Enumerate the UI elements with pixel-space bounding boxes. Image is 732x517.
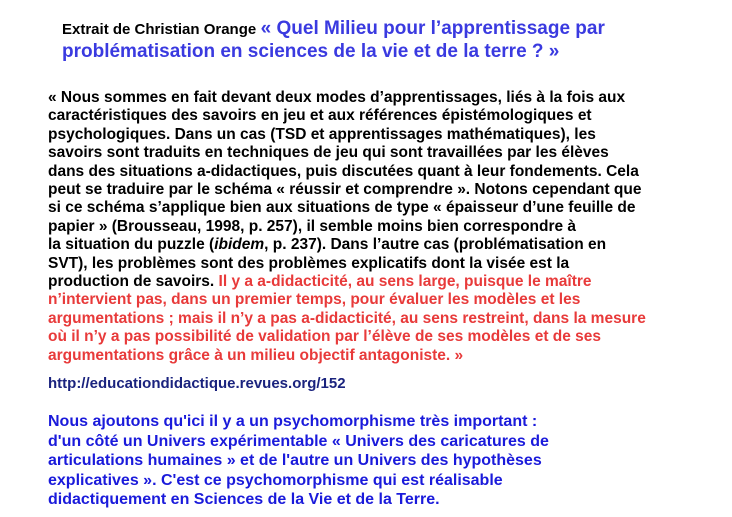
puzzle-suffix: , p. 237). Dans l’autre cas (problématisation en [264,236,607,254]
quote-line: dans des situations a-didactiques, puis discutées quant à leur fondements. Cela [48,162,639,180]
title-line-1: « Quel Milieu pour l’apprentissage par [260,18,605,39]
red-quote-line: n’intervient pas, dans un premier temps, pour évaluer les modèles et les [48,291,581,309]
red-quote-line: argumentations ; mais il n’y a pas a-didacticité, au sens restreint, dans la mesure [48,309,646,327]
conclusion-block [48,412,708,510]
quote-line: si ce schéma s’applique bien aux situations de type « épaisseur d’une feuille de [48,199,636,217]
conclusion-line: explicatives ». C'est ce psychomorphisme qui est réalisable [48,471,503,489]
quote-block [48,89,708,365]
quote-line: peut se traduire par le schéma « réussir et comprendre ». Notons cependant que [48,181,642,199]
conclusion-line: articulations humaines » et de l'autre un Univers des hypothèses [48,452,542,469]
source-url: http://educationdidactique.revues.org/152 [48,375,346,392]
quote-line: savoirs sont traduits en techniques de jeu qui sont travaillées par les élèves [48,144,609,162]
conclusion-line: didactiquement en Sciences de la Vie et de la Terre. [48,491,440,508]
puzzle-prefix: la situation du puzzle ( [48,236,215,254]
production-text: production de savoirs. [48,273,219,291]
quote-line: psychologiques. Dans un cas (TSD et apprentissages mathématiques), les [48,125,596,143]
conclusion-line: Nous ajoutons qu'ici il y a un psychomorphisme très important : [48,413,538,430]
quote-line: caractéristiques des savoirs en jeu et aux références épistémologiques et [48,107,592,125]
quote-line: « Nous sommes en fait devant deux modes d’apprentissages, liés à la fois aux [48,89,626,106]
red-quote-line: argumentations grâce à un milieu objectif antagoniste. » [48,346,464,364]
quote-line: papier » (Brousseau, 1998, p. 257), il semble moins bien correspondre à [48,217,577,235]
red-quote-line: où il n’y a pas possibilité de validation par l’élève de ses modèles et de ses [48,328,602,346]
red-quote-start: Il y a a-didacticité, au sens large, puisque le maître [218,273,592,291]
author-prefix: Extrait de Christian Orange [62,21,257,38]
quote-line-mixed [48,273,708,291]
conclusion-line: d'un côté un Univers expérimentable « Univers des caricatures de [48,432,549,450]
quote-line-puzzle [48,236,708,254]
title-line-2: problématisation en sciences de la vie et de la terre ? » [62,41,560,62]
header [62,18,702,64]
quote-line: SVT), les problèmes sont des problèmes explicatifs dont la visée est la [48,254,570,272]
puzzle-italic: ibidem [214,236,265,254]
